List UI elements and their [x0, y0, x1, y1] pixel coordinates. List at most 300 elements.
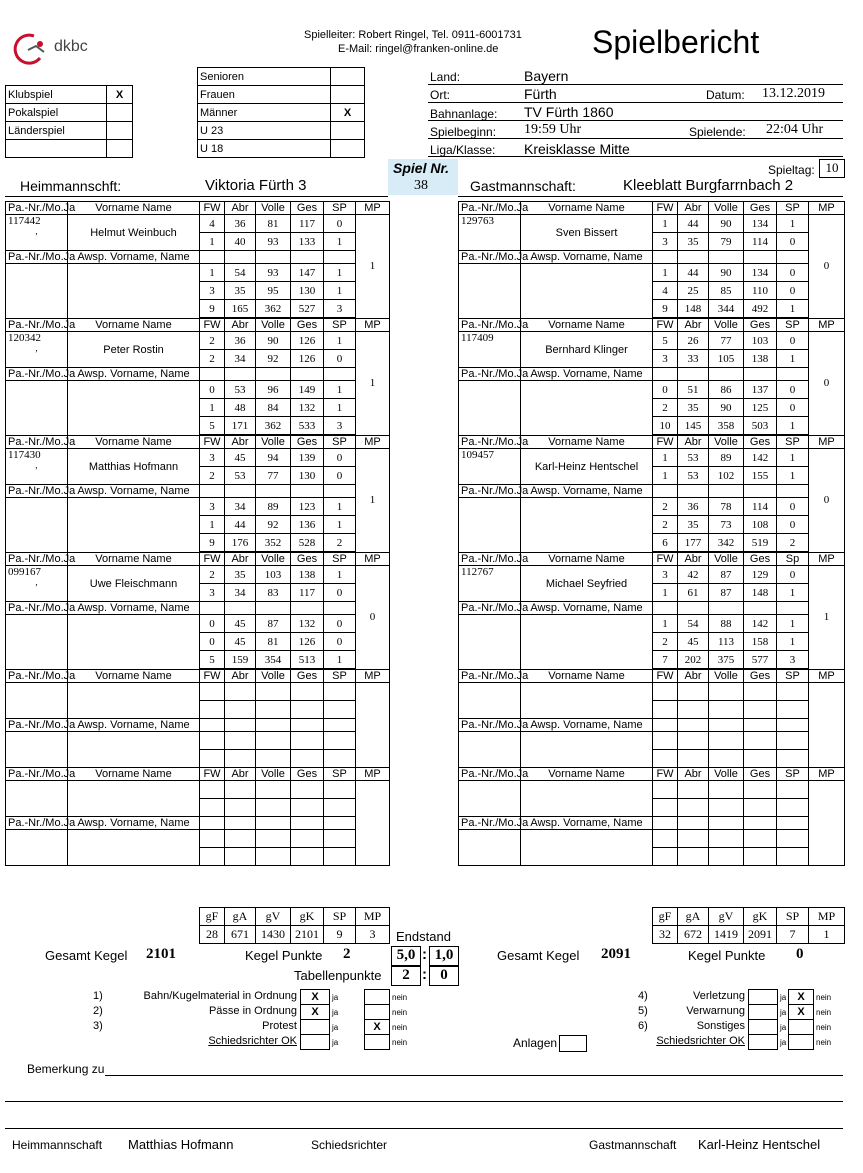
awsp-name: [521, 381, 653, 436]
pass-header: Pa.-Nr./Mo.Ja: [6, 768, 68, 781]
check-nein-box[interactable]: X: [788, 989, 814, 1005]
score-cell: 77: [709, 332, 744, 350]
guest-totals-table: [652, 907, 845, 944]
total-cell: 9: [653, 300, 678, 319]
score-cell: 78: [709, 498, 744, 516]
awsp-pass: [459, 615, 521, 670]
mp-cell: [356, 683, 390, 768]
awsp-name: [68, 498, 200, 553]
home-team-name: Viktoria Fürth 3: [205, 177, 307, 194]
pass-header: Pa.-Nr./Mo.Ja: [6, 202, 68, 215]
mp-header: MP: [809, 669, 845, 683]
score-cell: 40: [225, 233, 256, 251]
logo-text: dkbc: [54, 38, 88, 55]
score-cell: 3: [200, 498, 225, 516]
type-label: [6, 140, 107, 158]
awsp-row: [6, 719, 390, 732]
class-label: Männer: [198, 104, 331, 122]
column-header-row: [6, 202, 390, 215]
total-cell: 503: [744, 417, 777, 436]
pass-number: 099167: [8, 566, 41, 578]
pass-cell: [459, 449, 521, 485]
mp-value: 1: [356, 449, 390, 553]
score-cell: 117: [291, 215, 324, 233]
score-cell: [225, 750, 256, 768]
check-nein-box[interactable]: [364, 1034, 390, 1050]
total-cell: 519: [744, 534, 777, 553]
score-cell: 3: [653, 233, 678, 251]
ende-label: Spielende:: [689, 125, 746, 139]
score-cell: [653, 750, 678, 768]
awsp-pass: [459, 498, 521, 553]
leader-line: Spielleiter: Robert Ringel, Tel. 0911-6001731: [304, 29, 522, 41]
total-cell: 3: [324, 300, 356, 319]
score-cell: 1: [653, 215, 678, 233]
score-cell: [709, 750, 744, 768]
empty-cell: [324, 251, 356, 264]
score-cell: 126: [291, 332, 324, 350]
sp-header: Sp: [777, 552, 809, 566]
gast-sig-name: Karl-Heinz Hentschel: [698, 1137, 821, 1152]
score-cell: 1: [324, 332, 356, 350]
score-cell: 1: [777, 467, 809, 485]
score-cell: [709, 732, 744, 750]
score-cell: 1: [777, 449, 809, 467]
score-cell: [777, 701, 809, 719]
check-number: 1): [93, 990, 103, 1002]
abr-header: Abr: [225, 435, 256, 449]
check-nein-box[interactable]: X: [364, 1019, 390, 1035]
pass-header: Pa.-Nr./Mo.Ja: [459, 251, 521, 264]
abr-header: Abr: [678, 435, 709, 449]
score-cell: [256, 781, 291, 799]
score-cell: 35: [678, 233, 709, 251]
check-ja-box[interactable]: [748, 1034, 778, 1050]
name-cell: [521, 732, 653, 768]
awsp-name: [68, 381, 200, 436]
sp-header: SP: [777, 318, 809, 332]
class-label: Frauen: [198, 86, 331, 104]
total-cell: 577: [744, 651, 777, 670]
score-cell: [777, 750, 809, 768]
pass-header: Pa.-Nr./Mo.Ja: [6, 552, 68, 566]
mp-value: 0: [356, 566, 390, 670]
ja-label: ja: [780, 993, 787, 1002]
pass-header: Pa.-Nr./Mo.Ja: [6, 602, 68, 615]
score-cell: 5: [653, 332, 678, 350]
player-name: Matthias Hofmann: [68, 449, 200, 485]
game-row: [6, 566, 390, 584]
pass-header: Pa.-Nr./Mo.Ja: [459, 435, 521, 449]
comma: ,: [35, 226, 38, 236]
email-line: E-Mail: ringel@franken-online.de: [338, 43, 499, 55]
check-ja-box[interactable]: X: [300, 989, 330, 1005]
awsp-row: [459, 251, 845, 264]
score-cell: 126: [291, 633, 324, 651]
empty-cell: [678, 251, 709, 264]
score-cell: 1: [324, 516, 356, 534]
empty-cell: [256, 817, 291, 830]
score-cell: 4: [200, 215, 225, 233]
score-cell: 93: [256, 233, 291, 251]
name-header: Vorname Name: [521, 318, 653, 332]
check-nein-box[interactable]: [788, 1034, 814, 1050]
awsp-pass: [6, 615, 68, 670]
score-cell: 130: [291, 282, 324, 300]
empty-cell: [324, 719, 356, 732]
score-cell: 125: [744, 399, 777, 417]
score-cell: 36: [678, 498, 709, 516]
score-cell: [777, 848, 809, 866]
game-row: [459, 332, 845, 350]
pass-header: Pa.-Nr./Mo.Ja: [6, 719, 68, 732]
empty-cell: [777, 817, 809, 830]
anlagen-box[interactable]: [559, 1035, 587, 1052]
tabellen-label: Tabellenpunkte: [294, 968, 382, 983]
total-cell: 2: [324, 534, 356, 553]
check-ja-box[interactable]: [748, 1004, 778, 1020]
fw-header: FW: [200, 318, 225, 332]
score-cell: [744, 732, 777, 750]
total-cell: 362: [256, 417, 291, 436]
score-cell: 148: [744, 584, 777, 602]
score-cell: 25: [678, 282, 709, 300]
awsp-name: [521, 264, 653, 319]
class-row: [198, 122, 365, 140]
score-cell: 1: [200, 264, 225, 282]
score-cell: [256, 799, 291, 817]
awsp-row: [459, 368, 845, 381]
score-cell: [200, 750, 225, 768]
score-cell: 133: [291, 233, 324, 251]
type-mark: X: [107, 86, 133, 104]
score-cell: 87: [709, 566, 744, 584]
score-cell: [324, 750, 356, 768]
home-kp-label: Kegel Punkte: [245, 948, 323, 963]
check-number: 6): [638, 1020, 648, 1032]
player-name: Helmut Weinbuch: [68, 215, 200, 251]
check-label: Sonstiges: [696, 1020, 745, 1032]
score-cell: 1: [324, 264, 356, 282]
total-cell: 2: [777, 534, 809, 553]
score-cell: 129: [744, 566, 777, 584]
game-type-table: [5, 85, 133, 158]
pass-cell: [6, 566, 68, 602]
empty-cell: [653, 817, 678, 830]
total-cell: 148: [678, 300, 709, 319]
ort-label: Ort:: [430, 88, 450, 102]
totals-value: 2101: [291, 926, 324, 944]
column-header-row: [6, 552, 390, 566]
empty-cell: [709, 719, 744, 732]
empty-cell: [678, 602, 709, 615]
mp-value: 1: [356, 332, 390, 436]
total-cell: 513: [291, 651, 324, 670]
score-cell: 103: [744, 332, 777, 350]
empty-cell: [709, 251, 744, 264]
totals-header: MP: [356, 908, 390, 926]
score-cell: 0: [324, 350, 356, 368]
abr-header: Abr: [225, 202, 256, 215]
score-cell: 33: [678, 350, 709, 368]
check-nein-box[interactable]: X: [788, 1004, 814, 1020]
score-cell: 36: [225, 332, 256, 350]
empty-cell: [200, 719, 225, 732]
game-row: [459, 264, 845, 282]
pass-cell: [459, 781, 521, 817]
check-ja-box[interactable]: [748, 1019, 778, 1035]
score-cell: 147: [291, 264, 324, 282]
score-cell: [200, 683, 225, 701]
score-cell: 0: [324, 215, 356, 233]
score-cell: 35: [678, 516, 709, 534]
fw-header: FW: [200, 669, 225, 683]
type-row: [6, 86, 133, 104]
empty-cell: [225, 602, 256, 615]
score-cell: [678, 830, 709, 848]
pass-cell: [6, 332, 68, 368]
column-header-row: [459, 318, 845, 332]
score-cell: 4: [653, 282, 678, 300]
score-cell: 93: [256, 264, 291, 282]
score-cell: [200, 781, 225, 799]
mp-value: 1: [356, 215, 390, 319]
score-cell: 48: [225, 399, 256, 417]
pass-header: Pa.-Nr./Mo.Ja: [459, 368, 521, 381]
check-nein-box[interactable]: [364, 989, 390, 1005]
score-cell: [200, 830, 225, 848]
ges-header: Ges: [291, 435, 324, 449]
fw-header: FW: [653, 435, 678, 449]
check-ja-box[interactable]: [300, 1019, 330, 1035]
dkbc-logo: [6, 28, 106, 66]
class-mark: X: [331, 104, 365, 122]
awsp-row: [459, 719, 845, 732]
empty-cell: [291, 602, 324, 615]
score-cell: 86: [709, 381, 744, 399]
ges-header: Ges: [291, 768, 324, 781]
check-nein-box[interactable]: [788, 1019, 814, 1035]
total-cell: 5: [200, 417, 225, 436]
volle-header: Volle: [256, 768, 291, 781]
score-cell: 89: [709, 449, 744, 467]
name-header: Vorname Name: [68, 202, 200, 215]
check-label: Verletzung: [693, 990, 745, 1002]
score-cell: [709, 781, 744, 799]
score-cell: 88: [709, 615, 744, 633]
awsp-pass: [459, 381, 521, 436]
score-cell: [324, 830, 356, 848]
tabellen-guest: 0: [429, 966, 459, 986]
check-ja-box[interactable]: [300, 1034, 330, 1050]
score-cell: [324, 799, 356, 817]
check-ja-box[interactable]: X: [300, 1004, 330, 1020]
awsp-row: [459, 485, 845, 498]
empty-cell: [653, 602, 678, 615]
abr-header: Abr: [225, 669, 256, 683]
total-cell: 145: [678, 417, 709, 436]
ja-label: ja: [332, 1008, 339, 1017]
score-cell: 3: [200, 449, 225, 467]
type-label: Klubspiel: [6, 86, 107, 104]
home-gesamt-label: Gesamt Kegel: [45, 948, 128, 963]
empty-cell: [291, 817, 324, 830]
empty-cell: [777, 485, 809, 498]
empty-cell: [744, 251, 777, 264]
total-cell: 354: [256, 651, 291, 670]
totals-value: 1: [809, 926, 845, 944]
pass-cell: [459, 566, 521, 602]
score-cell: 51: [678, 381, 709, 399]
guest-players-table: [458, 201, 845, 866]
score-cell: [777, 683, 809, 701]
total-cell: 1: [324, 651, 356, 670]
type-row: [6, 122, 133, 140]
score-cell: [744, 830, 777, 848]
mp-header: MP: [809, 552, 845, 566]
score-cell: 108: [744, 516, 777, 534]
ges-header: Ges: [291, 202, 324, 215]
check-nein-box[interactable]: [364, 1004, 390, 1020]
score-cell: 84: [256, 399, 291, 417]
mp-header: MP: [809, 768, 845, 781]
class-mark: [331, 140, 365, 158]
name-header: Vorname Name: [521, 768, 653, 781]
score-cell: 1: [324, 566, 356, 584]
totals-value: 2091: [744, 926, 777, 944]
score-cell: 36: [225, 215, 256, 233]
score-cell: [324, 701, 356, 719]
class-label: U 23: [198, 122, 331, 140]
pass-header: Pa.-Nr./Mo.Ja: [459, 602, 521, 615]
guest-kp-value: 0: [796, 946, 804, 962]
volle-header: Volle: [256, 202, 291, 215]
awsp-name: [521, 498, 653, 553]
score-cell: [225, 781, 256, 799]
score-cell: 114: [744, 498, 777, 516]
fw-header: FW: [200, 768, 225, 781]
score-cell: [777, 732, 809, 750]
total-cell: 7: [653, 651, 678, 670]
class-label: Senioren: [198, 68, 331, 86]
score-cell: 103: [256, 566, 291, 584]
score-cell: 95: [256, 282, 291, 300]
empty-cell: [678, 719, 709, 732]
score-cell: 0: [777, 498, 809, 516]
fw-header: FW: [200, 202, 225, 215]
score-cell: 85: [709, 282, 744, 300]
score-cell: [744, 799, 777, 817]
score-cell: 110: [744, 282, 777, 300]
empty-cell: [200, 368, 225, 381]
score-cell: 155: [744, 467, 777, 485]
ja-label: ja: [780, 1008, 787, 1017]
empty-cell: [324, 602, 356, 615]
player-name: Karl-Heinz Hentschel: [521, 449, 653, 485]
sp-header: SP: [777, 202, 809, 215]
empty-cell: [256, 251, 291, 264]
awsp-pass: [6, 264, 68, 319]
empty-cell: [256, 485, 291, 498]
pass-number: 117442: [8, 215, 41, 227]
totals-header: MP: [809, 908, 845, 926]
type-label: Länderspiel: [6, 122, 107, 140]
awsp-header: Awsp. Vorname, Name: [521, 485, 653, 498]
total-cell: 533: [291, 417, 324, 436]
score-cell: 45: [225, 633, 256, 651]
comma: ,: [35, 460, 38, 470]
empty-cell: [653, 485, 678, 498]
column-header-row: [6, 768, 390, 781]
score-cell: 142: [744, 615, 777, 633]
score-cell: 89: [256, 498, 291, 516]
score-cell: 0: [200, 381, 225, 399]
game-row: [6, 215, 390, 233]
mp-value: 0: [809, 215, 845, 319]
awsp-header: Awsp. Vorname, Name: [68, 368, 200, 381]
score-cell: 0: [777, 282, 809, 300]
pass-cell: [6, 732, 68, 768]
abr-header: Abr: [225, 768, 256, 781]
type-mark: [107, 104, 133, 122]
score-cell: [777, 830, 809, 848]
column-header-row: [459, 435, 845, 449]
mp-header: MP: [809, 318, 845, 332]
empty-cell: [709, 368, 744, 381]
check-ja-box[interactable]: [748, 989, 778, 1005]
ges-header: Ges: [744, 435, 777, 449]
awsp-header: Awsp. Vorname, Name: [521, 602, 653, 615]
liga-label: Liga/Klasse:: [430, 143, 496, 157]
score-cell: [653, 683, 678, 701]
empty-cell: [744, 602, 777, 615]
abr-header: Abr: [678, 552, 709, 566]
land-label: Land:: [430, 70, 461, 84]
empty-cell: [678, 485, 709, 498]
empty-cell: [225, 485, 256, 498]
score-cell: [744, 701, 777, 719]
score-cell: 1: [777, 350, 809, 368]
score-cell: 0: [324, 467, 356, 485]
score-cell: 34: [225, 350, 256, 368]
score-cell: [225, 830, 256, 848]
ges-header: Ges: [744, 768, 777, 781]
total-cell: 159: [225, 651, 256, 670]
volle-header: Volle: [709, 318, 744, 332]
score-cell: 35: [225, 282, 256, 300]
score-cell: 1: [653, 449, 678, 467]
empty-row: [6, 781, 390, 799]
score-cell: [256, 750, 291, 768]
fw-header: FW: [653, 318, 678, 332]
totals-header: gF: [200, 908, 225, 926]
score-cell: 158: [744, 633, 777, 651]
score-cell: [291, 701, 324, 719]
score-cell: 53: [225, 381, 256, 399]
score-cell: 1: [324, 498, 356, 516]
mp-cell: [356, 781, 390, 866]
awsp-header: Awsp. Vorname, Name: [68, 719, 200, 732]
score-cell: [291, 830, 324, 848]
endstand-sep: :: [422, 946, 427, 963]
game-row: [6, 615, 390, 633]
score-cell: 61: [678, 584, 709, 602]
sp-header: SP: [324, 669, 356, 683]
empty-cell: [777, 251, 809, 264]
score-cell: 96: [256, 381, 291, 399]
ges-header: Ges: [744, 669, 777, 683]
score-cell: 90: [709, 264, 744, 282]
